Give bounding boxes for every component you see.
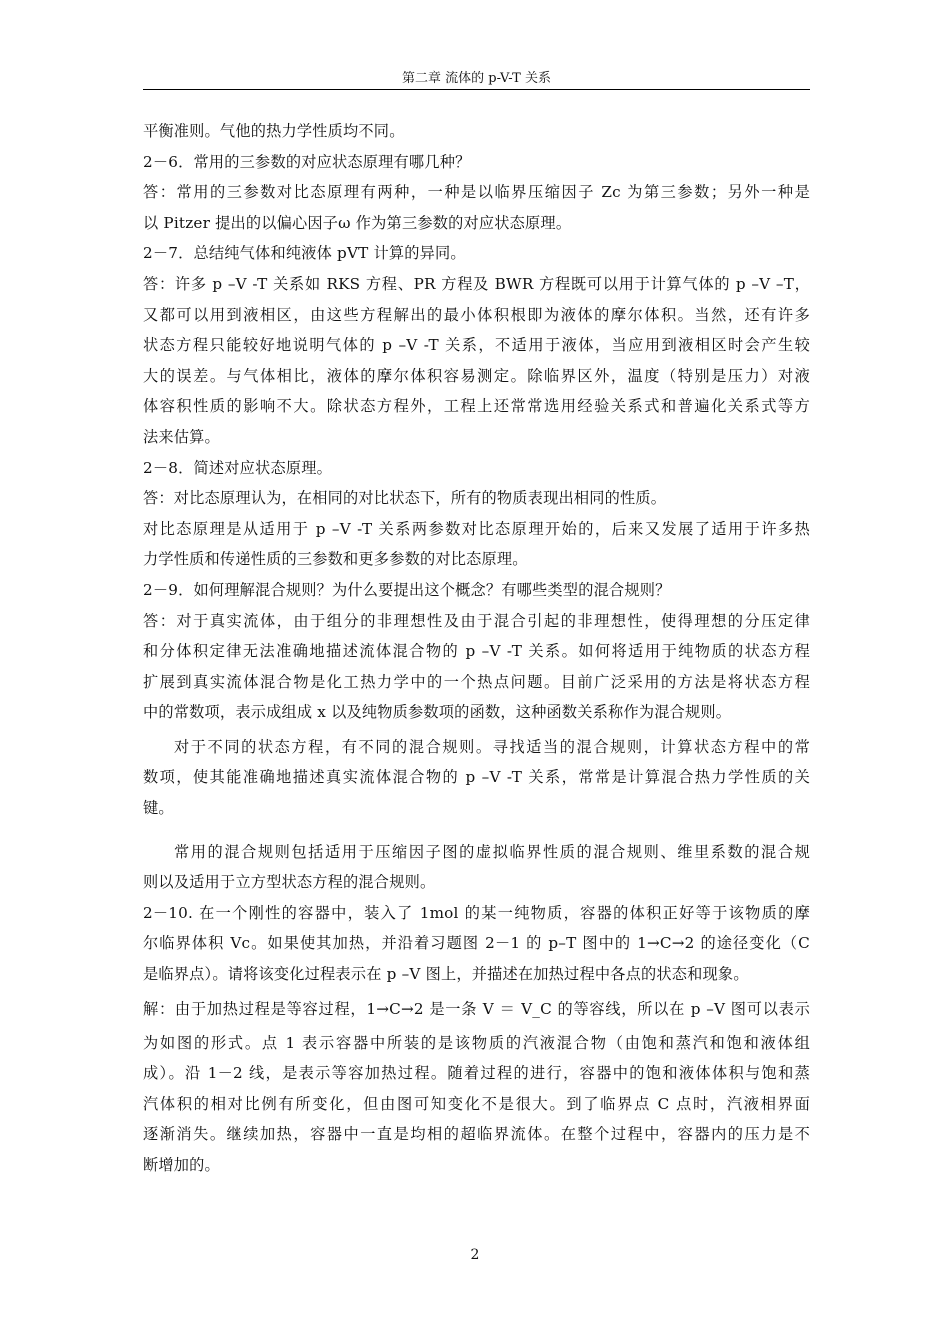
text-line: 则以及适用于立方型状态方程的混合规则。	[143, 873, 436, 892]
question-2-8: 2－8．简述对应状态原理。	[143, 458, 332, 477]
text-line: 答：常用的三参数对比态原理有两种，一种是以临界压缩因子 Zc 为第三参数；另外一种是	[143, 183, 810, 202]
text-line: 又都可以用到液相区，由这些方程解出的最小体积根即为液体的摩尔体积。当然，还有许多	[143, 305, 810, 324]
text-line: 答：许多 p –V -T 关系如 RKS 方程、PR 方程及 BWR 方程既可以用于计算气体的 p –V –T，	[143, 274, 810, 293]
text-line-with-equation: 解：由于加热过程是等容过程，1→C→2 是一条 V ＝ V_C 的等容线，所以在 p –V 图可以表示	[143, 999, 810, 1018]
text-line: 键。	[143, 799, 174, 818]
text-line: 平衡准则。气他的热力学性质均不同。	[143, 122, 405, 140]
question-2-7: 2－7．总结纯气体和纯液体 pVT 计算的异同。	[143, 244, 466, 263]
text-line: 成）。沿 1－2 线，是表示等容加热过程。随着过程的进行，容器中的饱和液体体积与饱和蒸	[143, 1064, 810, 1083]
running-header	[143, 70, 810, 90]
text-line: 对比态原理是从适用于 p –V -T 关系两参数对比态原理开始的，后来又发展了适用于许多热	[143, 519, 810, 538]
text-line: 法来估算。	[143, 427, 220, 446]
text-line: 汽体积的相对比例有所变化，但由图可知变化不是很大。到了临界点 C 点时，汽液相界面	[143, 1094, 810, 1113]
text-line: 对于不同的状态方程，有不同的混合规则。寻找适当的混合规则，计算状态方程中的常	[174, 737, 810, 756]
text-line: 以 Pitzer 提出的以偏心因子ω 作为第三参数的对应状态原理。	[143, 213, 572, 232]
text-line: 体容积性质的影响不大。除状态方程外，工程上还常常选用经验关系式和普遍化关系式等方	[143, 397, 810, 416]
text-line: 尔临界体积 Vc。如果使其加热，并沿着习题图 2－1 的 p–T 图中的 1→C→2 的途径变化（C	[143, 934, 810, 953]
question-2-6: 2－6．常用的三参数的对应状态原理有哪几种？	[143, 152, 471, 171]
text-line: 数项，使其能准确地描述真实流体混合物的 p –V -T 关系，常常是计算混合热力学性质的关	[143, 768, 810, 787]
text-line: 大的误差。与气体相比，液体的摩尔体积容易测定。除临界区外，温度（特别是压力）对液	[143, 366, 810, 385]
text-line: 断增加的。	[143, 1156, 220, 1174]
page-body	[143, 116, 810, 1181]
text-line: 和分体积定律无法准确地描述流体混合物的 p –V -T 关系。如何将适用于纯物质的状态方程	[143, 642, 810, 661]
text-line: 为如图的形式。点 1 表示容器中所装的是该物质的汽液混合物（由饱和蒸汽和饱和液体组	[143, 1033, 810, 1052]
header-rule	[143, 89, 810, 90]
text-line: 常用的混合规则包括适用于压缩因子图的虚拟临界性质的混合规则、维里系数的混合规	[174, 842, 810, 861]
running-header-text: 第二章 流体的 p-V-T 关系	[402, 71, 551, 86]
text-line: 中的常数项，表示成组成 x 以及纯物质参数项的函数，这种函数关系称作为混合规则。	[143, 703, 732, 722]
text-line: 力学性质和传递性质的三参数和更多参数的对比态原理。	[143, 550, 528, 569]
text-line: 逐渐消失。继续加热，容器中一直是均相的超临界流体。在整个过程中，容器内的压力是不	[143, 1125, 810, 1144]
question-2-10: 2－10. 在一个刚性的容器中，装入了 1mol 的某一纯物质，容器的体积正好等于该物质的摩	[143, 903, 810, 922]
text-line: 是临界点）。请将该变化过程表示在 p –V 图上，并描述在加热过程中各点的状态和现象。	[143, 965, 749, 984]
page-number: 2	[470, 1247, 480, 1263]
text-line: 答：对于真实流体，由于组分的非理想性及由于混合引起的非理想性，使得理想的分压定律	[143, 611, 810, 630]
text-line: 答：对比态原理认为，在相同的对比状态下，所有的物质表现出相同的性质。	[143, 489, 667, 508]
text-line: 状态方程只能较好地说明气体的 p –V -T 关系，不适用于液体，当应用到液相区时会产生较	[143, 336, 810, 355]
text-line: 扩展到真实流体混合物是化工热力学中的一个热点问题。目前广泛采用的方法是将状态方程	[143, 672, 810, 691]
question-2-9: 2－9．如何理解混合规则？为什么要提出这个概念？有哪些类型的混合规则？	[143, 580, 671, 599]
